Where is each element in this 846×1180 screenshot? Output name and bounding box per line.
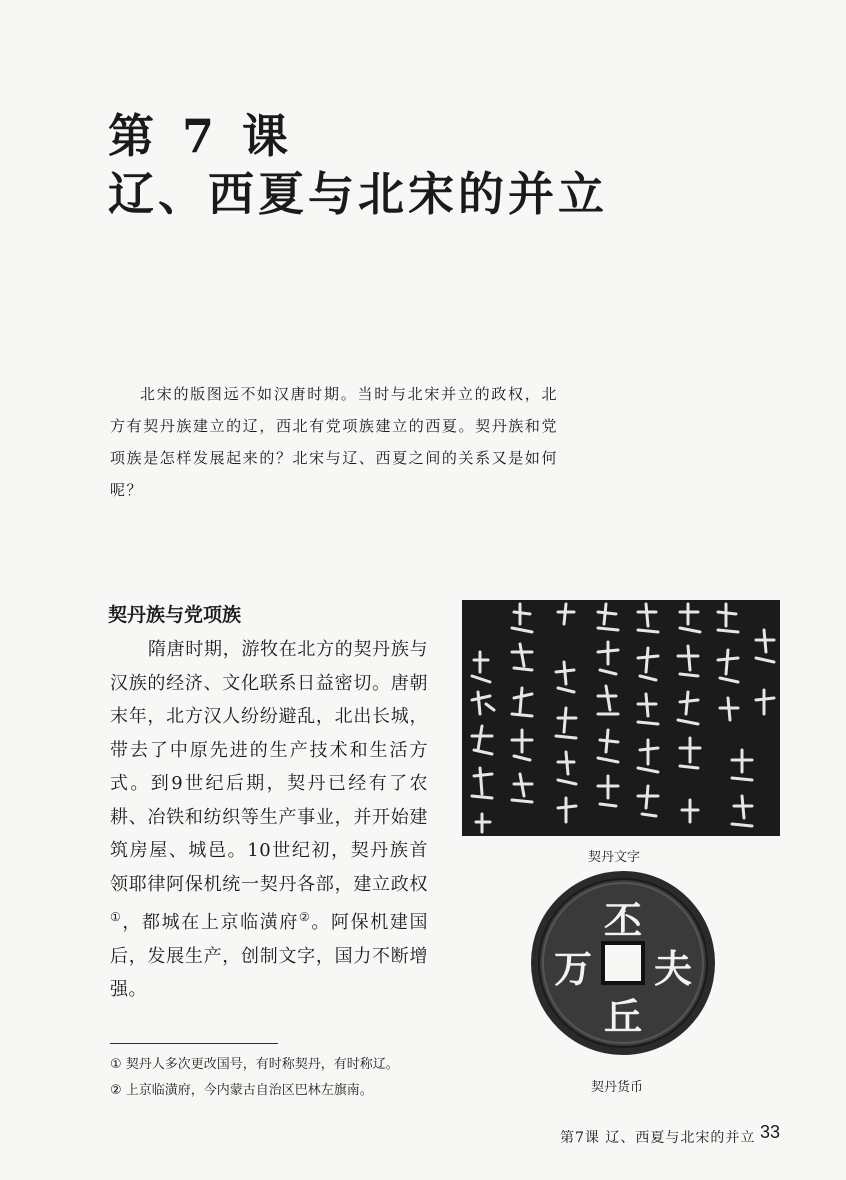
coin-char-top: 丕	[603, 898, 642, 943]
page-number: 33	[760, 1122, 781, 1142]
coin-char-bottom: 丘	[603, 994, 642, 1039]
footnote-ref-2: ②	[299, 910, 312, 924]
body-text-part1: 隋唐时期，游牧在北方的契丹族与汉族的经济、文化联系日益密切。唐朝末年，北方汉人纷纷避乱，北出长城，带去了中原先进的生产技术和生活方式。到9世纪后期，契丹已经有了农耕、冶铁和纺织等生产事业，并开始建筑房屋、城邑。10世纪初，契丹族首领耶律阿保机统一契丹各部，建立政权	[110, 639, 428, 895]
footnote-ref-1: ①	[110, 910, 123, 924]
intro-paragraph: 北宋的版图远不如汉唐时期。当时与北宋并立的政权，北方有契丹族建立的辽，西北有党项族建立的西夏。契丹族和党项族是怎样发展起来的？北宋与辽、西夏之间的关系又是如何呢？	[110, 385, 558, 499]
footnote-divider	[110, 1043, 278, 1044]
section-heading: 契丹族与党项族	[108, 604, 242, 626]
khitan-script-strokes	[462, 600, 780, 836]
body-text-part3: 。阿保机建国后，发展生产，创制文字，国力不断增强。	[110, 912, 429, 1000]
khitan-script-image	[462, 600, 780, 836]
coin-char-right: 夫	[653, 946, 692, 991]
script-caption: 契丹文字	[588, 850, 641, 865]
footnotes	[110, 1052, 490, 1104]
lesson-title: 辽、西夏与北宋的并立	[108, 167, 608, 221]
body-text-part2: ，都城在上京临潢府	[122, 912, 299, 933]
coin-caption: 契丹货币	[591, 1080, 644, 1095]
khitan-coin-image	[530, 870, 716, 1056]
body-paragraph	[110, 633, 428, 1007]
lesson-number: 第 7 课	[108, 109, 295, 163]
footnote-2: ② 上京临潢府，今内蒙古自治区巴林左旗南。	[110, 1083, 373, 1098]
footnote-1: ① 契丹人多次更改国号，有时称契丹，有时称辽。	[110, 1057, 399, 1072]
running-footer: 第7课 辽、西夏与北宋的并立	[560, 1130, 756, 1146]
coin-char-left: 万	[553, 946, 592, 991]
